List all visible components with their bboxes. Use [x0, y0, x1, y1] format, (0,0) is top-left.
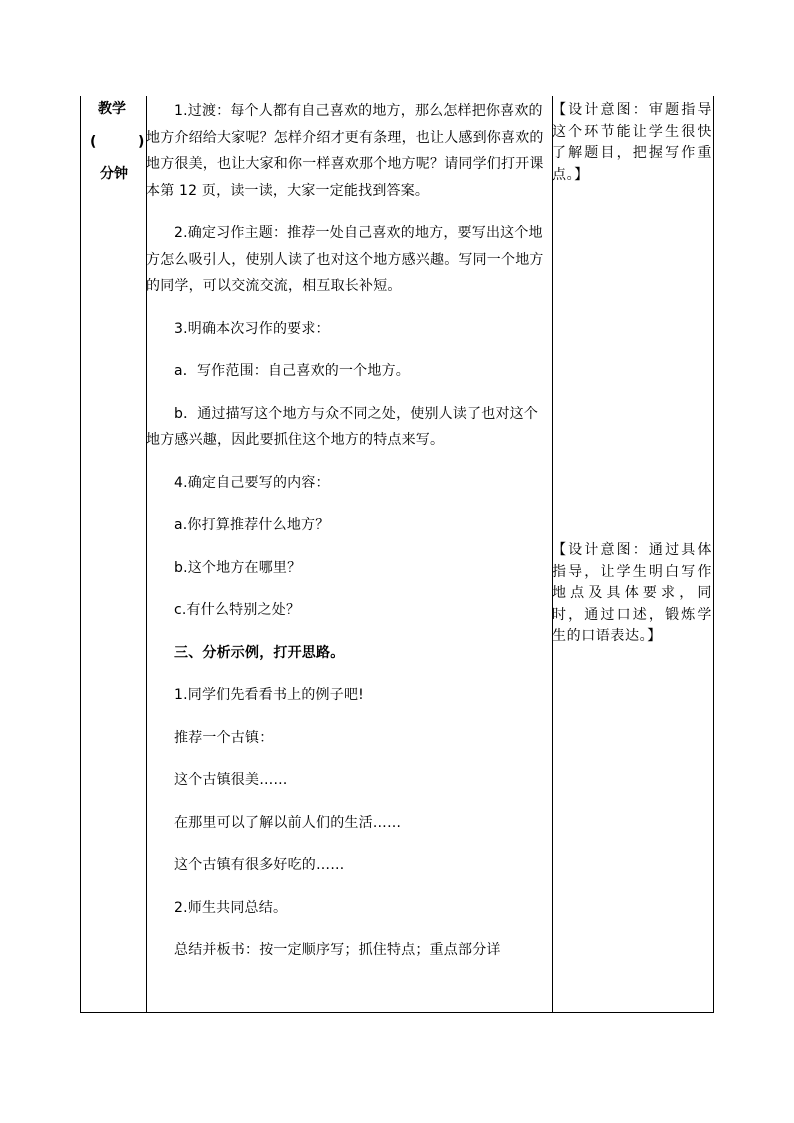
paragraph-question-b: b.这个地方在哪里？ — [174, 559, 302, 576]
table-border-left — [80, 96, 81, 1013]
paragraph-example-line-2: 在那里可以了解以前人们的生活…… — [174, 814, 402, 831]
paragraph-content-heading: 4.确定自己要写的内容： — [174, 474, 330, 491]
section-heading-analysis: 三、分析示例，打开思路。 — [174, 644, 345, 661]
table-border-right — [713, 96, 714, 1013]
paragraph-requirement-a: a．写作范围：自己喜欢的一个地方。 — [174, 363, 410, 379]
teaching-content — [146, 96, 552, 964]
paragraph-example-title: 推荐一个古镇： — [174, 729, 274, 746]
paragraph-question-a: a.你打算推荐什么地方？ — [174, 517, 330, 533]
design-intent-note-2: 【设计意图：通过具体指导，让学生明白写作地点及具体要求，同时，通过口述，锻炼学生的口语表达。】 — [552, 542, 712, 644]
duration-open-paren: ( — [90, 134, 97, 150]
duration-close-paren: ) — [138, 134, 145, 150]
table-border-bottom — [80, 1012, 714, 1013]
paragraph-topic: 2.确定习作主题：推荐一处自己喜欢的地方，要写出这个地方怎么吸引人，使别人读了也对这个地方感兴趣。写同一个地方的同学，可以交流交流，相互取长补短。 — [146, 225, 544, 294]
paragraph-summary-board: 总结并板书：按一定顺序写；抓住特点；重点部分详 — [174, 942, 501, 958]
minutes-label: 分钟 — [100, 166, 128, 182]
paragraph-requirement-b: b．通过描写这个地方与众不同之处，使别人读了也对这个地方感兴趣，因此要抓住这个地方的特点来写。 — [146, 405, 539, 448]
paragraph-example-line-1: 这个古镇很美…… — [174, 772, 288, 788]
paragraph-question-c: c.有什么特别之处？ — [174, 602, 301, 618]
paragraph-requirements-heading: 3.明确本次习作的要求： — [174, 320, 330, 337]
design-intent-note-1: 【设计意图：审题指导这个环节能让学生很快了解题目，把握写作重点。】 — [552, 102, 712, 183]
paragraph-summary-heading: 2.师生共同总结。 — [174, 899, 288, 916]
paragraph-example-intro: 1.同学们先看看书上的例子吧! — [174, 687, 364, 703]
paragraph-transition: 1.过渡：每个人都有自己喜欢的地方，那么怎样把你喜欢的地方介绍给大家呢？怎样介绍才更有条理，也让人感到你喜欢的地方很美，也让大家和你一样喜欢那个地方呢？请同学们打开课本第 12 页，读一读，大家一定能找到答案。 — [146, 103, 544, 199]
stage-label: 教学 — [98, 101, 126, 117]
paragraph-example-line-3: 这个古镇有很多好吃的…… — [174, 857, 345, 873]
